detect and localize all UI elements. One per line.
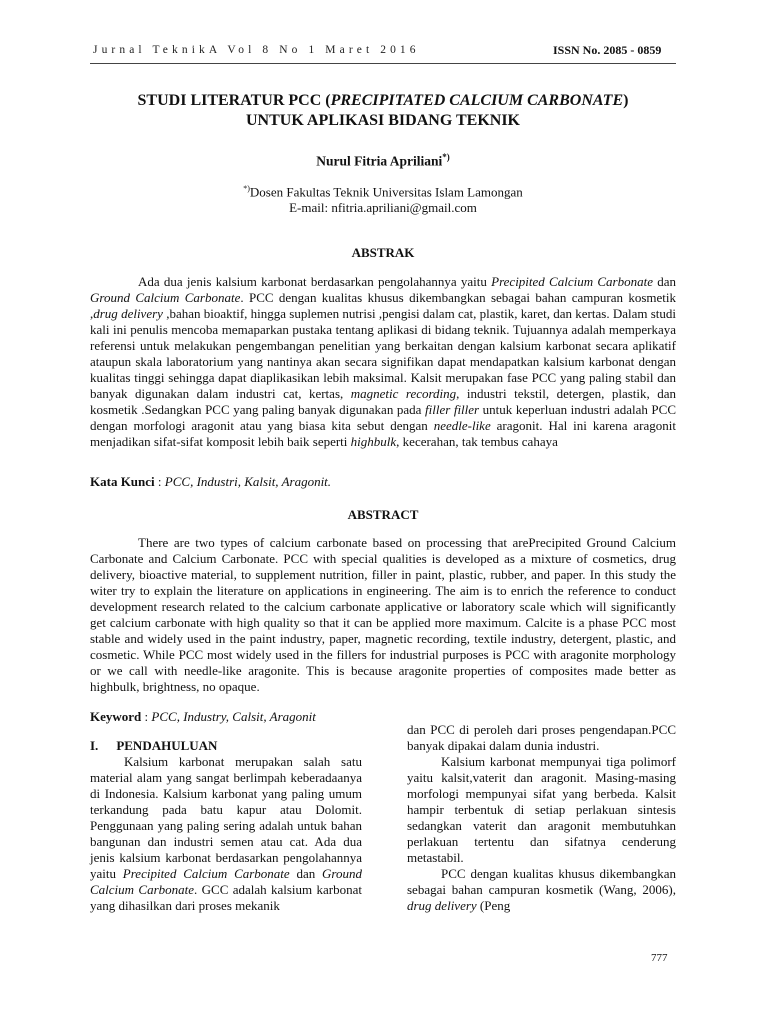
left-column (90, 738, 362, 914)
right-col-paragraph (407, 866, 676, 914)
section1-paragraph (90, 754, 362, 914)
abstrak-heading: ABSTRAK (351, 245, 415, 260)
abstrak-text: , kecerahan, tak tembus cahaya (396, 434, 558, 449)
abstrak-text: Ada dua jenis kalsium karbonat berdasarkan pengolahannya yaitu (138, 274, 492, 289)
title-line1-pre: STUDI LITERATUR PCC ( (137, 92, 331, 109)
right-column (407, 722, 676, 914)
paper-title (90, 91, 676, 131)
section1-italic: Ground Calcium Carbonate (90, 866, 362, 897)
right-col-text: Kalsium karbonat mempunyai tiga polimorf yaitu kalsit,vaterit dan aragonit. Masing-masing morfologi mempunyai sifat yang berbeda. Kalsit hampir terbentuk di setiap perlakuan sintesis sedangkan vaterit dan aragonit membutuhkan perlakuan tertentu dan sifatnya cenderung metastabil. (407, 754, 676, 865)
keyword-sep: : (141, 709, 152, 724)
keyword-label: Keyword (90, 709, 142, 724)
right-col-text: (Peng (476, 898, 511, 913)
title-line1-post: ) (623, 92, 629, 109)
abstrak-italic: needle-like (433, 418, 491, 433)
affiliation (90, 181, 676, 216)
section1-text: Kalsium karbonat merupakan salah satu material alam yang sangat berlimpah keberadaanya di Indonesia. Kalsium karbonat yang paling umum terkandung pada batu kapur atau Dolomit. Penggunaan yang paling sering adalah untuk bahan bangunan dan industri semen atau cat. Ada dua jenis kalsium karbonat berdasarkan pengolahannya yaitu (90, 754, 362, 881)
abstrak-text: untuk keperluan industri adalah PCC dengan morfologi aragonit atau yang biasa kita sebut dengan (90, 402, 676, 433)
affiliation-email: E-mail: nfitria.apriliani@gmail.com (289, 200, 477, 216)
author-mark: *) (442, 152, 450, 162)
page-number: 777 (651, 952, 668, 964)
section1-text: dan (289, 866, 323, 881)
abstrak-italic: filler filler (425, 402, 480, 417)
section1-text: . GCC adalah kalsium karbonat yang dihasilkan dari proses mekanik (90, 882, 362, 913)
abstrak-text: aragonit. Hal ini karena aragonit menjadikan sifat-sifat komposit lebih baik seperti (90, 418, 676, 449)
journal-header: Jurnal TeknikA Vol 8 No 1 Maret 2016 (93, 44, 420, 56)
kata-kunci-sep: : (154, 474, 165, 489)
right-col-paragraph: dan PCC di peroleh dari proses pengendapan.PCC banyak dipakai dalam dunia industri. (407, 722, 676, 753)
section-heading (90, 738, 362, 754)
abstract-text: There are two types of calcium carbonate based on processing that arePrecipited Ground Calcium Carbonate and Calcium Carbonate. PCC with special qualities is developed as a mixture of cosmetics, drug delivery, bioactive material, to supplement nutrition, filler in paint, plastic, rubber, and paper. In this study the witer try to explain the literature on applications in engineering. The aim is to enrich the reference to conduct development research related to the calcium carbonate applicative or laboratory scale which will significantly get calcium carbonate with high quality so that it can be applied more maximum. Calcite is a phase PCC most stable and widely used in the paint industry, paper, magnetic recording, textile industry, detergent, plastic, and cosmetic. While PCC most widely used in the fillers for industrial purposes is PCC with aragonite morphology or we call with needle-like aragonite. This is because aragonite properties of composites made better as highbulk, brightness, no opaque. (90, 535, 676, 694)
header-rule (90, 63, 676, 64)
abstrak-text: . PCC dengan kualitas khusus dikembangkan sebagai bahan campuran kosmetik , (90, 290, 676, 321)
abstrak-italic: magnetic recording (350, 386, 457, 401)
section-title: PENDAHULUAN (116, 738, 218, 753)
affiliation-line1: Dosen Fakultas Teknik Universitas Islam Lamongan (249, 184, 523, 200)
abstrak-text: ,bahan bioaktif, hingga suplemen nutrisi ,pengisi dalam cat, plastik, karet, dan kertas. Dalam studi kali ini penulis mencoba memaparkan pustaka tentang aplikasi di bidang teknik. Tujuannya adalah memperkaya referensi untuk melakukan pengembangan penelitian yang berkaitan dengan kalsium karbonat secara aplikatif ataupun skala laboratorium yang nantinya akan secara signifikan dapat mendapatkan kalsium karbonat dengan kualitas tinggi sehingga dapat diaplikasikan lebih maksimal. Kalsit merupakan fase PCC yang paling stabil dan banyak digunakan dalam industri cat, kertas, (90, 306, 677, 401)
kata-kunci-value: PCC, Industri, Kalsit, Aragonit. (164, 474, 332, 489)
issn-label: ISSN No. 2085 - 0859 (553, 43, 662, 57)
abstrak-body (90, 274, 676, 450)
abstract-heading: ABSTRACT (347, 507, 419, 522)
affiliation-mark: *) (243, 184, 250, 193)
abstrak-text: dan (652, 274, 677, 289)
abstrak-text: , industri tekstil, detergen, plastik, dan kosmetik .Sedangkan PCC yang paling banyak digunakan pada (90, 386, 676, 417)
section-number: I. (90, 738, 99, 753)
abstract-body (90, 535, 676, 695)
right-col-text: PCC dengan kualitas khusus dikembangkan sebagai bahan campuran kosmetik (Wang, 2006), (407, 866, 676, 897)
kata-kunci (90, 474, 676, 490)
section1-italic: Precipited Calcium Carbonate (122, 866, 290, 881)
abstrak-italic: highbulk (350, 434, 397, 449)
right-col-italic: drug delivery (407, 898, 477, 913)
title-line2: UNTUK APLIKASI BIDANG TEKNIK (246, 112, 520, 129)
author-name: Nurul Fitria Apriliani (316, 153, 443, 169)
abstrak-italic: drug delivery (93, 306, 163, 321)
kata-kunci-label: Kata Kunci (90, 474, 155, 489)
title-line1-italic: PRECIPITATED CALCIUM CARBONATE (330, 92, 624, 109)
abstrak-italic: Precipited Calcium Carbonate (491, 274, 653, 289)
right-col-paragraph (407, 754, 676, 866)
abstrak-italic: Ground Calcium Carbonate (90, 290, 241, 305)
keyword-value: PCC, Industry, Calsit, Aragonit (151, 709, 316, 724)
author (90, 152, 676, 170)
